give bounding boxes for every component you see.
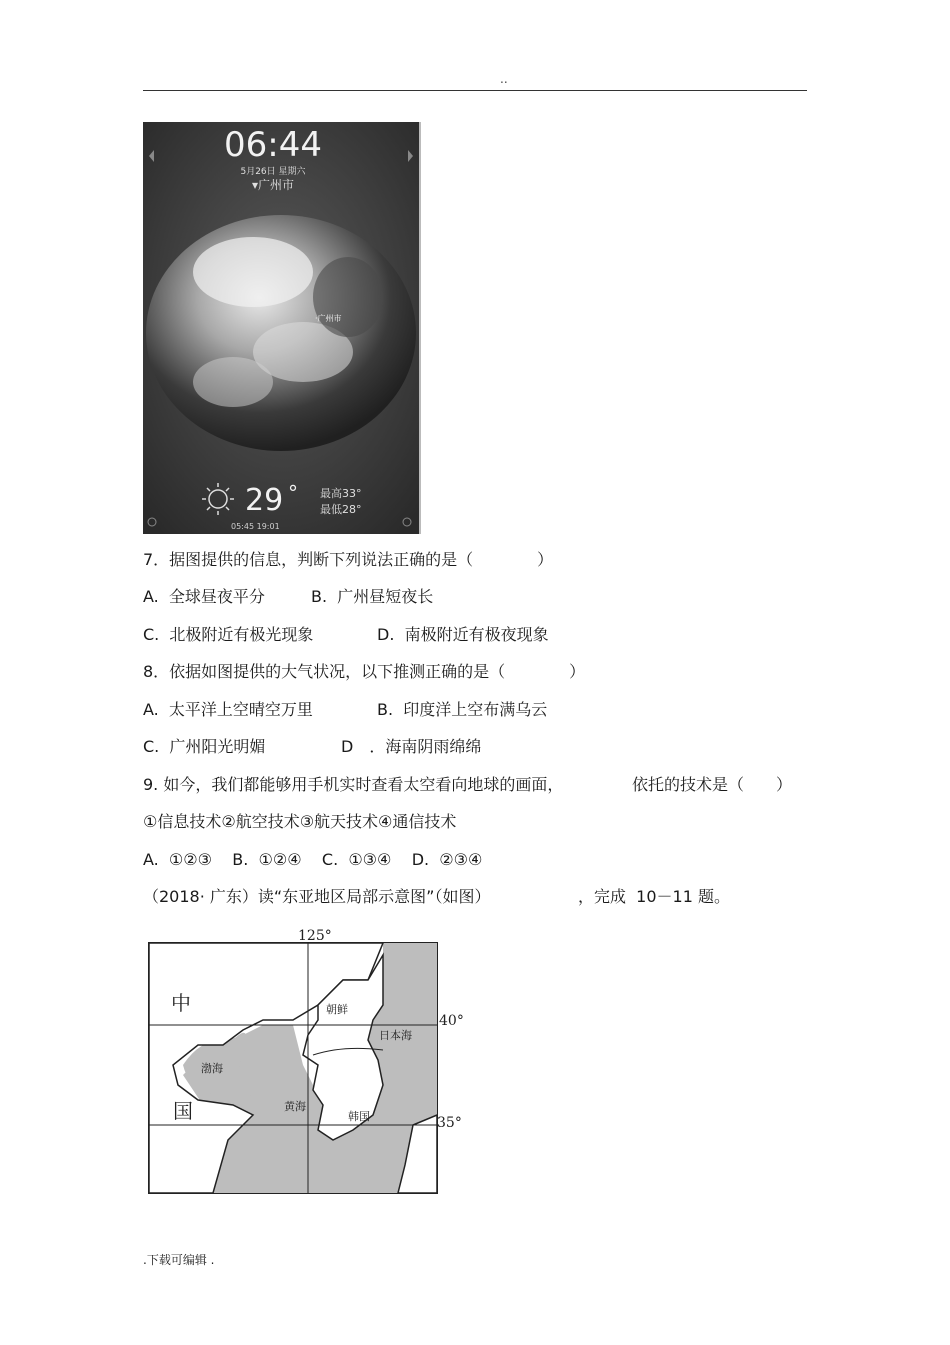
- map-yellow-sea: 黄海: [284, 1100, 306, 1113]
- map-lon-125: 125°: [298, 928, 332, 944]
- map-north-korea: 朝鲜: [326, 1003, 348, 1016]
- map-sea-of-japan: 日本海: [379, 1029, 412, 1042]
- question-9-part2: 依托的技术是（ ）: [632, 775, 793, 794]
- q7-option-a: A. 全球昼夜平分: [143, 587, 265, 606]
- q7-option-d: D. 南极附近有极夜现象: [377, 625, 549, 644]
- question-7: 7．据图提供的信息，判断下列说法正确的是（ ）: [143, 550, 554, 569]
- map-south-korea: 韩国: [348, 1110, 370, 1123]
- phone-temperature: 29: [245, 483, 284, 518]
- question-8: 8．依据如图提供的大气状况，以下推测正确的是（ ）: [143, 662, 586, 681]
- east-asia-map: [143, 925, 471, 1202]
- map-lat-40: 40°: [439, 1013, 464, 1029]
- q7-option-c: C. 北极附近有极光现象: [143, 625, 314, 644]
- q7-option-b: B. 广州昼短夜长: [311, 587, 434, 606]
- footer-text: .下载可编辑 .: [143, 1253, 215, 1267]
- intro-part2: ，完成 10－11 题。: [578, 887, 730, 906]
- q8-option-c: C. 广州阳光明媚: [143, 737, 266, 756]
- header-dots: ..: [500, 72, 508, 86]
- header-rule: [143, 90, 807, 91]
- intro-part1: （2018· 广东）读“东亚地区局部示意图”（如图）: [143, 887, 491, 906]
- q8-option-b: B. 印度洋上空布满乌云: [377, 700, 548, 719]
- q8-option-d: D ．海南阴雨绵绵: [341, 737, 482, 756]
- phone-city: ▾广州市: [251, 178, 295, 192]
- phone-date: 5月26日 星期六: [240, 167, 306, 177]
- map-china-1: 中: [171, 991, 191, 1015]
- map-bohai: 渤海: [201, 1062, 223, 1075]
- q9-statements: ①信息技术②航空技术③航天技术④通信技术: [143, 812, 457, 831]
- phone-weather-image: [143, 122, 421, 534]
- phone-degree: °: [288, 481, 298, 505]
- map-lat-35: 35°: [437, 1115, 462, 1131]
- q9-choices: A. ①②③ B. ①②④ C. ①③④ D. ②③④: [143, 850, 483, 869]
- phone-sun-times: 05:45 19:01: [231, 522, 280, 531]
- phone-time: 06:44: [224, 125, 322, 165]
- map-china-2: 国: [173, 1099, 193, 1123]
- globe-marker: ·广州市: [315, 314, 342, 323]
- q8-option-a: A. 太平洋上空晴空万里: [143, 700, 313, 719]
- question-9-part1: 9. 如今，我们都能够用手机实时查看太空看向地球的画面，: [143, 775, 564, 794]
- phone-high: 最高33°: [320, 487, 362, 500]
- phone-low: 最低28°: [320, 503, 362, 516]
